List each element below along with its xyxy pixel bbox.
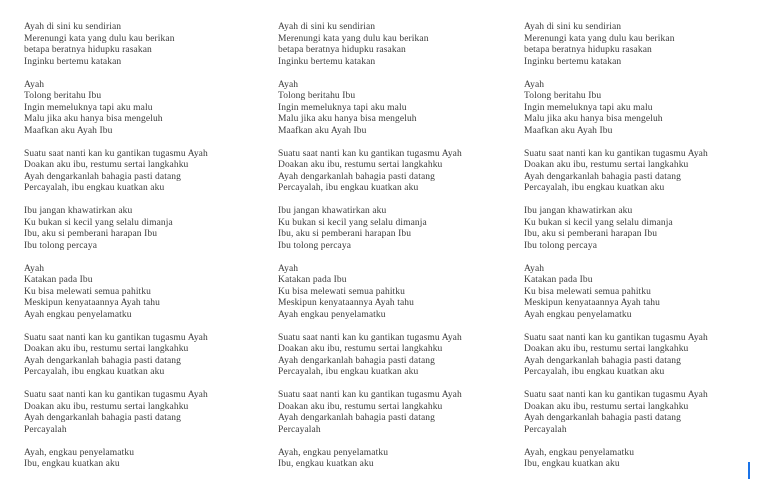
lyrics-column-1 (24, 22, 270, 482)
stanza (524, 264, 768, 322)
lyric-line: Suatu saat nanti kan ku gantikan tugasmu Ayah (278, 148, 462, 159)
lyric-line: Ibu, aku si pemberani harapan Ibu (24, 229, 158, 239)
lyric-line: Ku bisa melewati semua pahitku (24, 286, 151, 297)
lyric-line: Ku bukan si kecil yang selalu dimanja (524, 217, 673, 228)
stanza (278, 333, 524, 379)
stanza (24, 149, 270, 195)
lyric-line: Ayah dengarkanlah bahagia pasti datang (278, 413, 435, 423)
lyric-line: Ingin memeluknya tapi aku malu (278, 102, 407, 113)
lyric-line: Ayah dengarkanlah bahagia pasti datang (524, 355, 681, 366)
lyric-line: Suatu saat nanti kan ku gantikan tugasmu Ayah (278, 332, 462, 343)
lyric-line: Ibu tolong percaya (524, 240, 598, 251)
lyric-line: Ayah dengarkanlah bahagia pasti datang (278, 171, 435, 182)
lyric-line: Tolong beritahu Ibu (278, 91, 356, 101)
lyric-line: Ayah dengarkanlah bahagia pasti datang (24, 355, 181, 366)
stanza (278, 206, 524, 252)
lyric-line: Percayalah, ibu engkau kuatkan aku (24, 183, 165, 193)
lyric-line: Percayalah, ibu engkau kuatkan aku (278, 183, 419, 193)
lyric-line: Doakan aku ibu, restumu sertai langkahku (524, 401, 689, 412)
lyric-line: Doakan aku ibu, restumu sertai langkahku (24, 344, 189, 354)
lyric-line: Percayalah, ibu engkau kuatkan aku (524, 367, 665, 377)
stanza (24, 80, 270, 138)
lyric-line: Ayah di sini ku sendirian (24, 22, 122, 32)
lyrics-column-2 (278, 22, 524, 482)
stanza (24, 22, 270, 68)
lyric-line: Merenungi kata yang dulu kau berikan (24, 33, 175, 44)
lyric-line: Ayah (24, 79, 45, 90)
stanza (524, 206, 768, 252)
stanza (24, 333, 270, 379)
lyric-line: Katakan pada Ibu (24, 275, 93, 285)
lyric-line: Ku bukan si kecil yang selalu dimanja (24, 217, 173, 228)
stanza (24, 264, 270, 322)
lyric-line: Percayalah (278, 424, 321, 435)
lyric-line: Ayah engkau penyelamatku (278, 309, 386, 320)
lyric-line: Ku bisa melewati semua pahitku (278, 286, 405, 297)
lyric-line: Ibu, aku si pemberani harapan Ibu (278, 229, 412, 239)
lyric-line: Ku bisa melewati semua pahitku (524, 286, 651, 297)
lyric-line: Ayah (524, 79, 545, 90)
stanza (524, 149, 768, 195)
lyric-line: Maafkan aku Ayah Ibu (524, 125, 613, 136)
lyric-line: Ibu tolong percaya (278, 240, 352, 251)
lyric-line: Inginku bertemu katakan (278, 56, 376, 67)
lyric-line: Ayah dengarkanlah bahagia pasti datang (24, 171, 181, 182)
lyric-line: Suatu saat nanti kan ku gantikan tugasmu Ayah (524, 332, 708, 343)
stanza (278, 22, 524, 68)
lyric-line: Doakan aku ibu, restumu sertai langkahku (524, 160, 689, 170)
lyric-line: Suatu saat nanti kan ku gantikan tugasmu Ayah (24, 390, 208, 400)
stanza (524, 390, 768, 436)
lyric-line: Percayalah (24, 424, 67, 435)
lyric-line: Ayah engkau penyelamatku (24, 309, 132, 320)
lyric-line: Malu jika aku hanya bisa mengeluh (24, 114, 163, 124)
lyric-line: Ayah (524, 263, 545, 274)
lyric-line: Ayah di sini ku sendirian (278, 22, 376, 32)
lyric-line: Meskipun kenyataannya Ayah tahu (24, 298, 160, 308)
lyric-line: Ibu, aku si pemberani harapan Ibu (524, 229, 658, 239)
stanza (278, 448, 524, 471)
stanza (524, 333, 768, 379)
lyric-line: Ayah di sini ku sendirian (524, 22, 622, 32)
lyric-line: Percayalah, ibu engkau kuatkan aku (524, 183, 665, 193)
lyric-line: Ibu jangan khawatirkan aku (524, 206, 633, 216)
stanza (24, 390, 270, 436)
lyric-line: Percayalah (524, 424, 567, 435)
stanza (24, 206, 270, 252)
lyric-line: Katakan pada Ibu (278, 275, 347, 285)
lyric-line: Ayah, engkau penyelamatku (278, 447, 389, 458)
lyric-line: Doakan aku ibu, restumu sertai langkahku (524, 344, 689, 354)
lyric-line: Doakan aku ibu, restumu sertai langkahku (24, 160, 189, 170)
lyric-line: Percayalah, ibu engkau kuatkan aku (278, 367, 419, 377)
lyric-line: Malu jika aku hanya bisa mengeluh (524, 114, 663, 124)
stanza (278, 264, 524, 322)
lyric-line: Ayah (278, 79, 299, 90)
lyric-line: betapa beratnya hidupku rasakan (24, 45, 152, 55)
stanza (24, 448, 270, 471)
lyric-line: Ayah dengarkanlah bahagia pasti datang (24, 413, 181, 423)
stanza (278, 149, 524, 195)
lyric-line: Ibu jangan khawatirkan aku (24, 206, 133, 216)
lyric-line: Suatu saat nanti kan ku gantikan tugasmu Ayah (278, 390, 462, 400)
stanza (278, 80, 524, 138)
lyric-line: Ayah engkau penyelamatku (524, 309, 632, 320)
lyric-line: Merenungi kata yang dulu kau berikan (278, 33, 429, 44)
lyric-line: Ibu tolong percaya (24, 240, 98, 251)
stanza (524, 448, 768, 471)
lyric-line: Ingin memeluknya tapi aku malu (24, 102, 153, 113)
lyric-line: Ayah dengarkanlah bahagia pasti datang (524, 171, 681, 182)
lyric-line: Ayah (278, 263, 299, 274)
lyric-line: Ibu, engkau kuatkan aku (278, 459, 374, 469)
lyric-line: Suatu saat nanti kan ku gantikan tugasmu Ayah (24, 332, 208, 343)
lyric-line: Ayah, engkau penyelamatku (524, 447, 635, 458)
lyric-line: Doakan aku ibu, restumu sertai langkahku (278, 344, 443, 354)
lyrics-column-3 (524, 22, 768, 482)
lyric-line: Suatu saat nanti kan ku gantikan tugasmu Ayah (524, 390, 708, 400)
lyric-line: Ibu, engkau kuatkan aku (24, 459, 120, 469)
lyric-line: Percayalah, ibu engkau kuatkan aku (24, 367, 165, 377)
stanza (524, 80, 768, 138)
lyric-line: Ayah, engkau penyelamatku (24, 447, 135, 458)
lyric-line: betapa beratnya hidupku rasakan (278, 45, 406, 55)
lyric-line: Doakan aku ibu, restumu sertai langkahku (278, 160, 443, 170)
lyric-line: Inginku bertemu katakan (24, 56, 122, 67)
lyric-line: Maafkan aku Ayah Ibu (24, 125, 113, 136)
lyric-line: betapa beratnya hidupku rasakan (524, 45, 652, 55)
stanza (524, 22, 768, 68)
lyric-line: Inginku bertemu katakan (524, 56, 622, 67)
lyric-line: Suatu saat nanti kan ku gantikan tugasmu Ayah (524, 148, 708, 159)
lyric-line: Malu jika aku hanya bisa mengeluh (278, 114, 417, 124)
lyric-line: Ayah (24, 263, 45, 274)
lyric-line: Doakan aku ibu, restumu sertai langkahku (24, 401, 189, 412)
lyric-line: Katakan pada Ibu (524, 275, 593, 285)
lyric-line: Tolong beritahu Ibu (24, 91, 102, 101)
lyric-line: Ayah dengarkanlah bahagia pasti datang (278, 355, 435, 366)
lyric-line: Suatu saat nanti kan ku gantikan tugasmu Ayah (24, 148, 208, 159)
lyric-line: Meskipun kenyataannya Ayah tahu (524, 298, 660, 308)
lyric-line: Maafkan aku Ayah Ibu (278, 125, 367, 136)
lyric-line: Ibu, engkau kuatkan aku (524, 459, 620, 469)
lyric-line: Doakan aku ibu, restumu sertai langkahku (278, 401, 443, 412)
lyric-line: Merenungi kata yang dulu kau berikan (524, 33, 675, 44)
lyric-line: Ku bukan si kecil yang selalu dimanja (278, 217, 427, 228)
lyric-line: Meskipun kenyataannya Ayah tahu (278, 298, 414, 308)
lyric-line: Tolong beritahu Ibu (524, 91, 602, 101)
lyric-line: Ibu jangan khawatirkan aku (278, 206, 387, 216)
stanza (278, 390, 524, 436)
lyric-line: Ingin memeluknya tapi aku malu (524, 102, 653, 113)
lyric-line: Ayah dengarkanlah bahagia pasti datang (524, 413, 681, 423)
